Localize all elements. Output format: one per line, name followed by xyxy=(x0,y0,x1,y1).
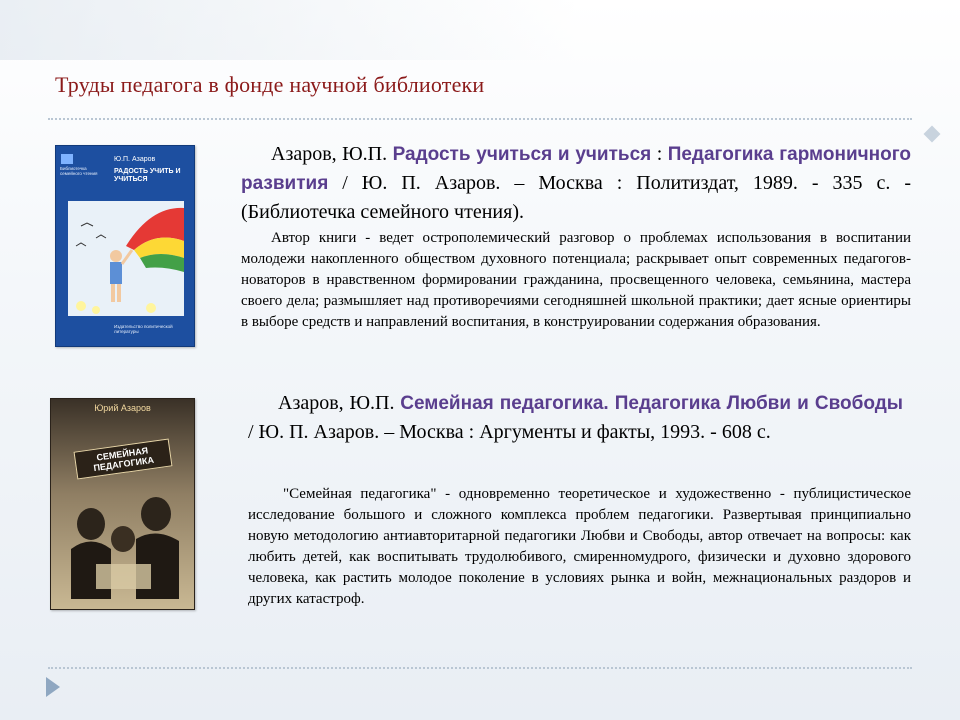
cover-author: Ю.П. Азаров xyxy=(114,156,156,163)
ref-author: Азаров, Ю.П. xyxy=(278,392,395,414)
ref-details: / Ю. П. Азаров. – Москва : Аргументы и факты, 1993. - 608 с. xyxy=(248,421,771,443)
book-2-reference xyxy=(248,389,903,447)
ref-separator: : xyxy=(656,143,663,165)
ref-title: Семейная педагогика. Педагогика Любви и Свободы xyxy=(400,393,903,414)
background-shade xyxy=(0,0,960,60)
cover-title: РАДОСТЬ УЧИТЬ И УЧИТЬСЯ xyxy=(114,168,181,183)
decorative-diamond xyxy=(924,126,941,143)
ref-title: Радость учиться и учиться xyxy=(392,144,652,165)
book-1-description: Автор книги - ведет острополемический разговор о проблемах использования в воспитании молодежи накопленного обществом духовного потенциала; раскрывает опыт современных педагогов-новаторов в нравственном формировании гражданина, просвещенного человека, семьянина, мастера своего дела; размышляет над противоречиями сегодняшней школьной практики; дает ясные ориентиры в выборе средств и направлений воспитания, в конструировании содержания образования. xyxy=(241,230,911,330)
cover-series: Библиотечка семейного чтения xyxy=(60,166,98,176)
divider-top xyxy=(48,118,912,120)
divider-bottom xyxy=(48,667,912,669)
ref-author: Азаров, Ю.П. xyxy=(271,143,388,165)
slide-title: Труды педагога в фонде научной библиотеки xyxy=(55,72,485,97)
publisher-logo-icon xyxy=(61,154,73,164)
cover-publisher: Издательство политической литературы xyxy=(114,324,173,334)
ref-details: / Ю. П. Азаров. – Москва : Политиздат, 1989. - 335 с. - (Библиотечка семейного чтения). xyxy=(241,172,912,223)
ref-subtitle: Педагогика гармоничного развития xyxy=(241,144,912,194)
book-2-description: "Семейная педагогика" - одновременно теоретическое и художественно - публицистическое исследование большого и сложного комплекса проблем педагогики. Развертывая принципиально новую методологию антиавторитарной педагогики Любви и Свободы, автор отвечает на вопросы: как любить детей, как воспитывать трудолюбивого, смиренномудрого, физически и духовно здорового человека, как растить молодое поколение в условиях рынка и войн, межнациональных раздоров и других катастроф. xyxy=(248,486,911,607)
cover-title: СЕМЕЙНАЯ ПЕДАГОГИКА xyxy=(74,438,173,479)
book-cover-2 xyxy=(50,398,195,610)
triangle-right-icon[interactable] xyxy=(46,677,60,697)
book-1-reference xyxy=(241,140,911,227)
cover-author: Юрий Азаров xyxy=(94,403,151,413)
cover-illustration-2 xyxy=(51,399,194,609)
book-cover-1 xyxy=(55,145,195,347)
